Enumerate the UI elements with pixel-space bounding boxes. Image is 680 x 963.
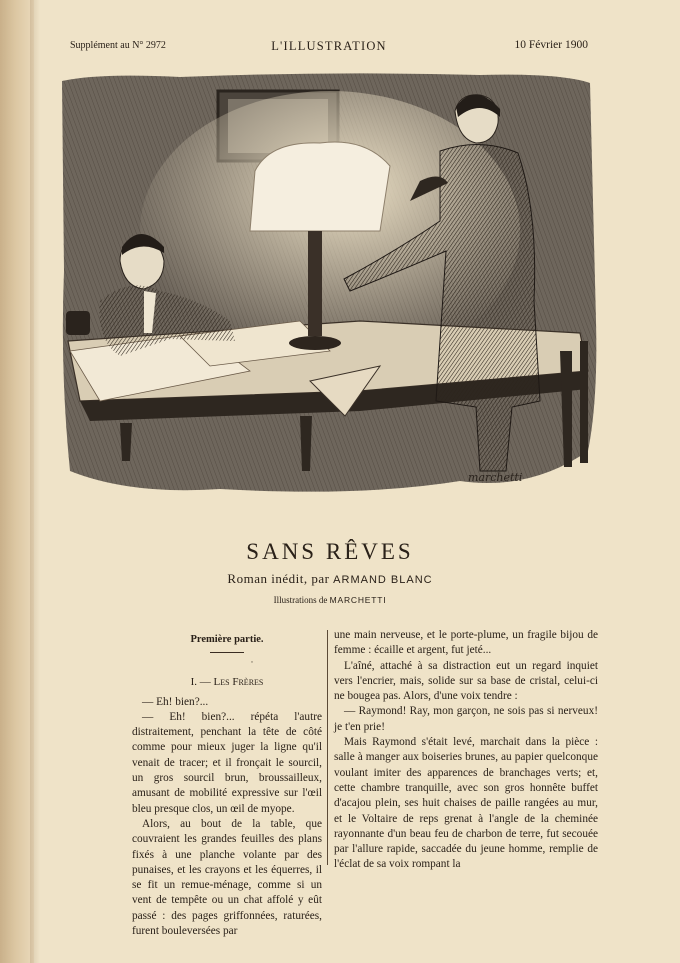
section-title <box>132 675 322 690</box>
engraving-illustration <box>60 71 600 499</box>
page-edge <box>0 0 34 963</box>
engraving-two-men-icon <box>60 71 600 499</box>
credit-prefix: Illustrations de <box>273 595 328 605</box>
paragraph: Alors, au bout de la table, que couvraient les grandes feuilles des plans fixés à une planche volante par des punaises, et les crayons et les équerres, il se fit un remue-ménage, comme si un vent de tempête ou un chat affolé y eût passé : des pages griffonnées, raturées, furent bouleversées par <box>132 817 322 938</box>
supplement-number: Supplément au N° 2972 <box>70 40 166 51</box>
running-head <box>70 39 588 55</box>
column-divider <box>327 630 328 865</box>
novel-subtitle <box>100 571 560 587</box>
paragraph: — Eh! bien?... répéta l'autre distraitement, penchant la tête de côté comme pour mieux juger la ligne qu'il venait de tracer; et il fronçait le sourcil, un gros sourcil brun, broussailleux, amusant de mobilité expressive sur l'œil bleu presque clos, un œil de myope. <box>132 710 322 815</box>
subtitle-prefix: Roman inédit, par <box>227 571 330 586</box>
part-title: Première partie. <box>190 634 264 645</box>
issue-date: 10 Février 1900 <box>514 39 588 51</box>
author-name: ARMAND BLANC <box>333 574 433 586</box>
paragraph: — Raymond! Ray, mon garçon, ne sois pas si nerveux! je t'en prie! <box>334 705 598 733</box>
paragraph: — Eh! bien?... <box>142 695 209 708</box>
publication-name: L'ILLUSTRATION <box>271 39 387 53</box>
paragraph: une main nerveuse, et le porte-plume, un fragile bijou de femme : écaille et argent, fut jeté... <box>334 629 598 657</box>
title-rule <box>210 652 244 653</box>
section-number: I. — <box>190 676 211 689</box>
right-column <box>334 628 598 873</box>
paragraph: L'aîné, attaché à sa distraction eut un regard inquiet vers l'encrier, mais, solide sur sa base de cristal, celui-ci ne bougea pas. Alors, d'une voix tendre : <box>334 659 598 703</box>
paragraph: Mais Raymond s'était levé, marchait dans la pièce : salle à manger aux boiseries brunes, au papier quelconque voulant imiter des apparences de branchages verts; et, cette chambre tranquille, avec son gros honnête buffet d'acajou plein, ses huit chaises de paille rangées au mur, et le Voltaire de reps grenat à l'angle de la cheminée rayonnante d'un beau feu de charbon de terre, fut secouée par l'allure rapide, saccadée du jeune homme, remplie de l'éclat de sa voix rompant la <box>334 736 598 871</box>
illustration-credit <box>100 595 560 605</box>
section-name: Les Frères <box>213 676 264 689</box>
page-fold-shadow <box>30 0 40 963</box>
novel-title: SANS RÊVES <box>246 539 414 564</box>
left-column <box>132 628 322 939</box>
ornament-dot-icon: · <box>250 657 254 668</box>
signature-icon: marchetti <box>468 471 523 484</box>
illustrator-name: MARCHETTI <box>329 595 387 605</box>
